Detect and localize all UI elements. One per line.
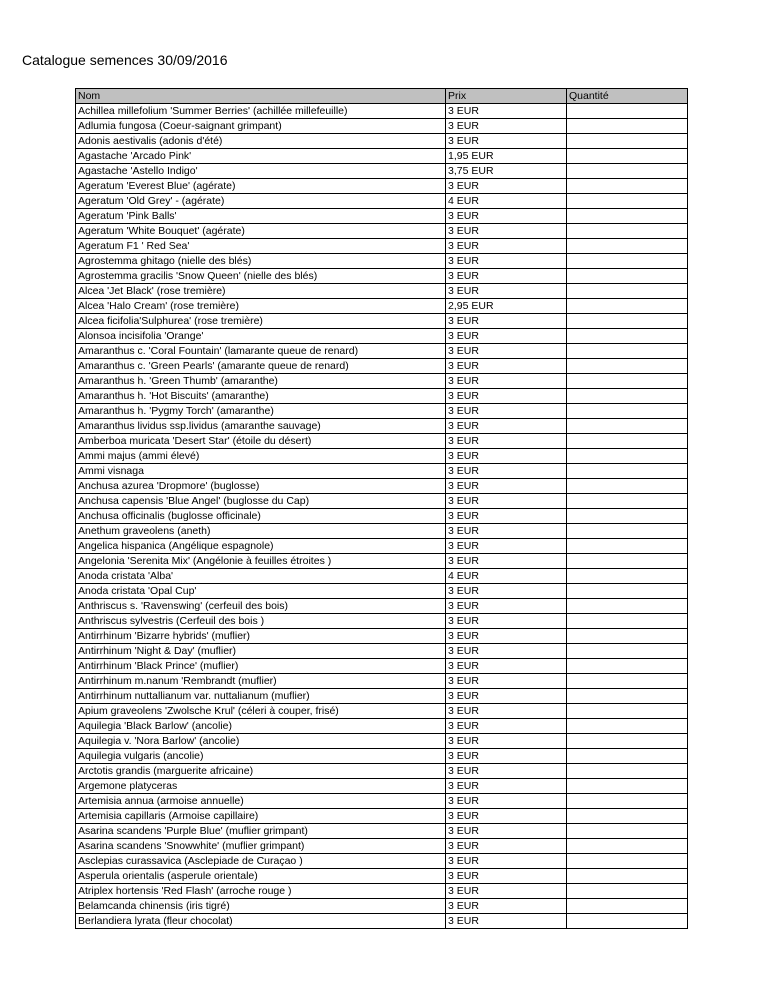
table-row [76, 719, 688, 734]
seed-name-cell: Agastache 'Arcado Pink' [76, 149, 446, 164]
quantity-cell[interactable] [567, 584, 688, 599]
seed-name-cell: Ammi visnaga [76, 464, 446, 479]
seed-name-cell: Anchusa capensis 'Blue Angel' (buglosse du Cap) [76, 494, 446, 509]
page-title: Catalogue semences 30/09/2016 [22, 52, 228, 68]
quantity-cell[interactable] [567, 299, 688, 314]
price-cell: 3 EUR [446, 749, 567, 764]
seed-name-cell: Amberboa muricata 'Desert Star' (étoile du désert) [76, 434, 446, 449]
price-cell: 3 EUR [446, 239, 567, 254]
seed-name-cell: Argemone platyceras [76, 779, 446, 794]
quantity-cell[interactable] [567, 809, 688, 824]
price-cell: 3 EUR [446, 719, 567, 734]
quantity-cell[interactable] [567, 179, 688, 194]
quantity-cell[interactable] [567, 404, 688, 419]
seed-name-cell: Alcea ficifolia'Sulphurea' (rose tremière) [76, 314, 446, 329]
price-cell: 3 EUR [446, 359, 567, 374]
quantity-cell[interactable] [567, 734, 688, 749]
seed-name-cell: Alonsoa incisifolia 'Orange' [76, 329, 446, 344]
price-cell: 3 EUR [446, 764, 567, 779]
quantity-cell[interactable] [567, 704, 688, 719]
quantity-cell[interactable] [567, 674, 688, 689]
price-cell: 3 EUR [446, 854, 567, 869]
quantity-cell[interactable] [567, 284, 688, 299]
quantity-cell[interactable] [567, 764, 688, 779]
price-cell: 3 EUR [446, 839, 567, 854]
price-cell: 3 EUR [446, 674, 567, 689]
price-cell: 3 EUR [446, 329, 567, 344]
seed-name-cell: Alcea 'Halo Cream' (rose tremière) [76, 299, 446, 314]
seed-name-cell: Angelonia 'Serenita Mix' (Angélonie à feuilles étroites ) [76, 554, 446, 569]
quantity-cell[interactable] [567, 134, 688, 149]
table-row [76, 329, 688, 344]
quantity-cell[interactable] [567, 254, 688, 269]
quantity-cell[interactable] [567, 899, 688, 914]
quantity-cell[interactable] [567, 554, 688, 569]
quantity-cell[interactable] [567, 719, 688, 734]
table-row [76, 104, 688, 119]
quantity-cell[interactable] [567, 104, 688, 119]
seed-name-cell: Atriplex hortensis 'Red Flash' (arroche rouge ) [76, 884, 446, 899]
quantity-cell[interactable] [567, 344, 688, 359]
seed-name-cell: Agrostemma gracilis 'Snow Queen' (nielle des blés) [76, 269, 446, 284]
seed-name-cell: Antirrhinum 'Bizarre hybrids' (muflier) [76, 629, 446, 644]
price-cell: 3 EUR [446, 914, 567, 929]
quantity-cell[interactable] [567, 209, 688, 224]
price-cell: 3 EUR [446, 449, 567, 464]
price-cell: 3 EUR [446, 659, 567, 674]
quantity-cell[interactable] [567, 869, 688, 884]
quantity-cell[interactable] [567, 419, 688, 434]
price-cell: 3 EUR [446, 614, 567, 629]
table-row [76, 914, 688, 929]
table-row [76, 494, 688, 509]
quantity-cell[interactable] [567, 314, 688, 329]
seed-name-cell: Belamcanda chinensis (iris tigré) [76, 899, 446, 914]
table-row [76, 479, 688, 494]
seed-name-cell: Amaranthus h. 'Hot Biscuits' (amaranthe) [76, 389, 446, 404]
price-cell: 3 EUR [446, 554, 567, 569]
quantity-cell[interactable] [567, 854, 688, 869]
price-cell: 3 EUR [446, 209, 567, 224]
seed-name-cell: Artemisia capillaris (Armoise capillaire) [76, 809, 446, 824]
table-row [76, 134, 688, 149]
table-row [76, 209, 688, 224]
table-row [76, 149, 688, 164]
table-row [76, 524, 688, 539]
price-cell: 3 EUR [446, 809, 567, 824]
price-cell: 3 EUR [446, 599, 567, 614]
seed-name-cell: Antirrhinum nuttallianum var. nuttalianum (muflier) [76, 689, 446, 704]
table-row [76, 254, 688, 269]
price-cell: 3 EUR [446, 629, 567, 644]
seed-name-cell: Anchusa officinalis (buglosse officinale) [76, 509, 446, 524]
quantity-cell[interactable] [567, 164, 688, 179]
quantity-cell[interactable] [567, 434, 688, 449]
quantity-cell[interactable] [567, 119, 688, 134]
seed-name-cell: Agastache 'Astello Indigo' [76, 164, 446, 179]
price-cell: 3 EUR [446, 374, 567, 389]
quantity-cell[interactable] [567, 659, 688, 674]
seed-name-cell: Amaranthus lividus ssp.lividus (amaranthe sauvage) [76, 419, 446, 434]
header-row [76, 89, 688, 104]
price-cell: 3,75 EUR [446, 164, 567, 179]
table-row [76, 299, 688, 314]
price-cell: 3 EUR [446, 419, 567, 434]
table-row [76, 599, 688, 614]
price-cell: 3 EUR [446, 794, 567, 809]
table-row [76, 554, 688, 569]
price-cell: 3 EUR [446, 509, 567, 524]
quantity-cell[interactable] [567, 914, 688, 929]
table-row [76, 854, 688, 869]
table-row [76, 824, 688, 839]
table-row [76, 764, 688, 779]
seed-name-cell: Antirrhinum 'Night & Day' (muflier) [76, 644, 446, 659]
seed-name-cell: Angelica hispanica (Angélique espagnole) [76, 539, 446, 554]
column-header-quantity: Quantité [567, 89, 688, 104]
price-cell: 3 EUR [446, 434, 567, 449]
price-cell: 3 EUR [446, 284, 567, 299]
seed-name-cell: Aquilegia vulgaris (ancolie) [76, 749, 446, 764]
table-row [76, 644, 688, 659]
seed-name-cell: Ammi majus (ammi élevé) [76, 449, 446, 464]
table-row [76, 269, 688, 284]
table-row [76, 779, 688, 794]
seed-name-cell: Ageratum 'Everest Blue' (agérate) [76, 179, 446, 194]
price-cell: 1,95 EUR [446, 149, 567, 164]
seed-name-cell: Asclepias curassavica (Asclepiade de Curaçao ) [76, 854, 446, 869]
table-row [76, 419, 688, 434]
seed-name-cell: Adlumia fungosa (Coeur-saignant grimpant) [76, 119, 446, 134]
table-row [76, 899, 688, 914]
seed-name-cell: Amaranthus c. 'Coral Fountain' (lamarante queue de renard) [76, 344, 446, 359]
price-cell: 3 EUR [446, 689, 567, 704]
quantity-cell[interactable] [567, 389, 688, 404]
price-cell: 3 EUR [446, 779, 567, 794]
table-row [76, 884, 688, 899]
table-row [76, 674, 688, 689]
quantity-cell[interactable] [567, 359, 688, 374]
seed-name-cell: Ageratum 'Old Grey' - (agérate) [76, 194, 446, 209]
price-cell: 3 EUR [446, 314, 567, 329]
price-cell: 3 EUR [446, 134, 567, 149]
quantity-cell[interactable] [567, 884, 688, 899]
table-row [76, 569, 688, 584]
price-cell: 3 EUR [446, 404, 567, 419]
seed-name-cell: Artemisia annua (armoise annuelle) [76, 794, 446, 809]
quantity-cell[interactable] [567, 629, 688, 644]
quantity-cell[interactable] [567, 194, 688, 209]
seed-name-cell: Aquilegia 'Black Barlow' (ancolie) [76, 719, 446, 734]
quantity-cell[interactable] [567, 464, 688, 479]
seed-name-cell: Anethum graveolens (aneth) [76, 524, 446, 539]
table-row [76, 704, 688, 719]
seed-name-cell: Amaranthus c. 'Green Pearls' (amarante queue de renard) [76, 359, 446, 374]
seed-name-cell: Antirrhinum 'Black Prince' (muflier) [76, 659, 446, 674]
quantity-cell[interactable] [567, 524, 688, 539]
table-row [76, 164, 688, 179]
table-row [76, 794, 688, 809]
quantity-cell[interactable] [567, 494, 688, 509]
table-row [76, 749, 688, 764]
quantity-cell[interactable] [567, 329, 688, 344]
quantity-cell[interactable] [567, 269, 688, 284]
price-cell: 3 EUR [446, 524, 567, 539]
quantity-cell[interactable] [567, 449, 688, 464]
price-cell: 3 EUR [446, 269, 567, 284]
seed-name-cell: Anthriscus sylvestris (Cerfeuil des bois ) [76, 614, 446, 629]
table-row [76, 404, 688, 419]
table-row [76, 194, 688, 209]
catalogue-table [75, 88, 688, 929]
table-row [76, 224, 688, 239]
seed-name-cell: Achillea millefolium 'Summer Berries' (achillée millefeuille) [76, 104, 446, 119]
seed-name-cell: Ageratum 'Pink Balls' [76, 209, 446, 224]
price-cell: 3 EUR [446, 884, 567, 899]
table-row [76, 389, 688, 404]
table-row [76, 659, 688, 674]
table-row [76, 359, 688, 374]
price-cell: 3 EUR [446, 734, 567, 749]
table-row [76, 734, 688, 749]
table-row [76, 179, 688, 194]
seed-name-cell: Aquilegia v. 'Nora Barlow' (ancolie) [76, 734, 446, 749]
quantity-cell[interactable] [567, 614, 688, 629]
quantity-cell[interactable] [567, 749, 688, 764]
quantity-cell[interactable] [567, 689, 688, 704]
seed-name-cell: Anchusa azurea 'Dropmore' (buglosse) [76, 479, 446, 494]
price-cell: 3 EUR [446, 869, 567, 884]
seed-name-cell: Berlandiera lyrata (fleur chocolat) [76, 914, 446, 929]
seed-name-cell: Anoda cristata 'Alba' [76, 569, 446, 584]
seed-name-cell: Alcea 'Jet Black' (rose tremière) [76, 284, 446, 299]
quantity-cell[interactable] [567, 824, 688, 839]
price-cell: 2,95 EUR [446, 299, 567, 314]
seed-name-cell: Agrostemma ghitago (nielle des blés) [76, 254, 446, 269]
quantity-cell[interactable] [567, 479, 688, 494]
table-body [76, 104, 688, 929]
table-row [76, 239, 688, 254]
table-row [76, 839, 688, 854]
price-cell: 3 EUR [446, 899, 567, 914]
table-row [76, 539, 688, 554]
table-row [76, 614, 688, 629]
quantity-cell[interactable] [567, 794, 688, 809]
seed-name-cell: Amaranthus h. 'Green Thumb' (amaranthe) [76, 374, 446, 389]
quantity-cell[interactable] [567, 539, 688, 554]
quantity-cell[interactable] [567, 224, 688, 239]
seed-name-cell: Ageratum 'White Bouquet' (agérate) [76, 224, 446, 239]
table-row [76, 584, 688, 599]
quantity-cell[interactable] [567, 374, 688, 389]
price-cell: 3 EUR [446, 119, 567, 134]
seed-name-cell: Apium graveolens 'Zwolsche Krul' (céleri à couper, frisé) [76, 704, 446, 719]
table-row [76, 344, 688, 359]
price-cell: 3 EUR [446, 824, 567, 839]
price-cell: 3 EUR [446, 464, 567, 479]
price-cell: 3 EUR [446, 104, 567, 119]
table-row [76, 374, 688, 389]
price-cell: 3 EUR [446, 584, 567, 599]
seed-name-cell: Asarina scandens 'Snowwhite' (muflier grimpant) [76, 839, 446, 854]
table-row [76, 509, 688, 524]
price-cell: 3 EUR [446, 479, 567, 494]
seed-name-cell: Asarina scandens 'Purple Blue' (muflier grimpant) [76, 824, 446, 839]
quantity-cell[interactable] [567, 839, 688, 854]
seed-name-cell: Arctotis grandis (marguerite africaine) [76, 764, 446, 779]
seed-name-cell: Adonis aestivalis (adonis d'été) [76, 134, 446, 149]
seed-name-cell: Anthriscus s. 'Ravenswing' (cerfeuil des bois) [76, 599, 446, 614]
table-row [76, 119, 688, 134]
column-header-name: Nom [76, 89, 446, 104]
quantity-cell[interactable] [567, 149, 688, 164]
table-row [76, 449, 688, 464]
seed-name-cell: Antirrhinum m.nanum 'Rembrandt (muflier) [76, 674, 446, 689]
table-row [76, 869, 688, 884]
price-cell: 4 EUR [446, 194, 567, 209]
table-row [76, 689, 688, 704]
table-row [76, 464, 688, 479]
price-cell: 4 EUR [446, 569, 567, 584]
quantity-cell[interactable] [567, 509, 688, 524]
price-cell: 3 EUR [446, 704, 567, 719]
seed-name-cell: Anoda cristata 'Opal Cup' [76, 584, 446, 599]
table-row [76, 629, 688, 644]
price-cell: 3 EUR [446, 344, 567, 359]
table-row [76, 284, 688, 299]
table-row [76, 434, 688, 449]
price-cell: 3 EUR [446, 539, 567, 554]
table-row [76, 809, 688, 824]
price-cell: 3 EUR [446, 644, 567, 659]
quantity-cell[interactable] [567, 599, 688, 614]
price-cell: 3 EUR [446, 179, 567, 194]
seed-name-cell: Ageratum F1 ' Red Sea' [76, 239, 446, 254]
seed-name-cell: Asperula orientalis (asperule orientale) [76, 869, 446, 884]
price-cell: 3 EUR [446, 224, 567, 239]
quantity-cell[interactable] [567, 239, 688, 254]
quantity-cell[interactable] [567, 779, 688, 794]
table-row [76, 314, 688, 329]
seed-name-cell: Amaranthus h. 'Pygmy Torch' (amaranthe) [76, 404, 446, 419]
quantity-cell[interactable] [567, 644, 688, 659]
column-header-price: Prix [446, 89, 567, 104]
price-cell: 3 EUR [446, 494, 567, 509]
price-cell: 3 EUR [446, 389, 567, 404]
quantity-cell[interactable] [567, 569, 688, 584]
price-cell: 3 EUR [446, 254, 567, 269]
